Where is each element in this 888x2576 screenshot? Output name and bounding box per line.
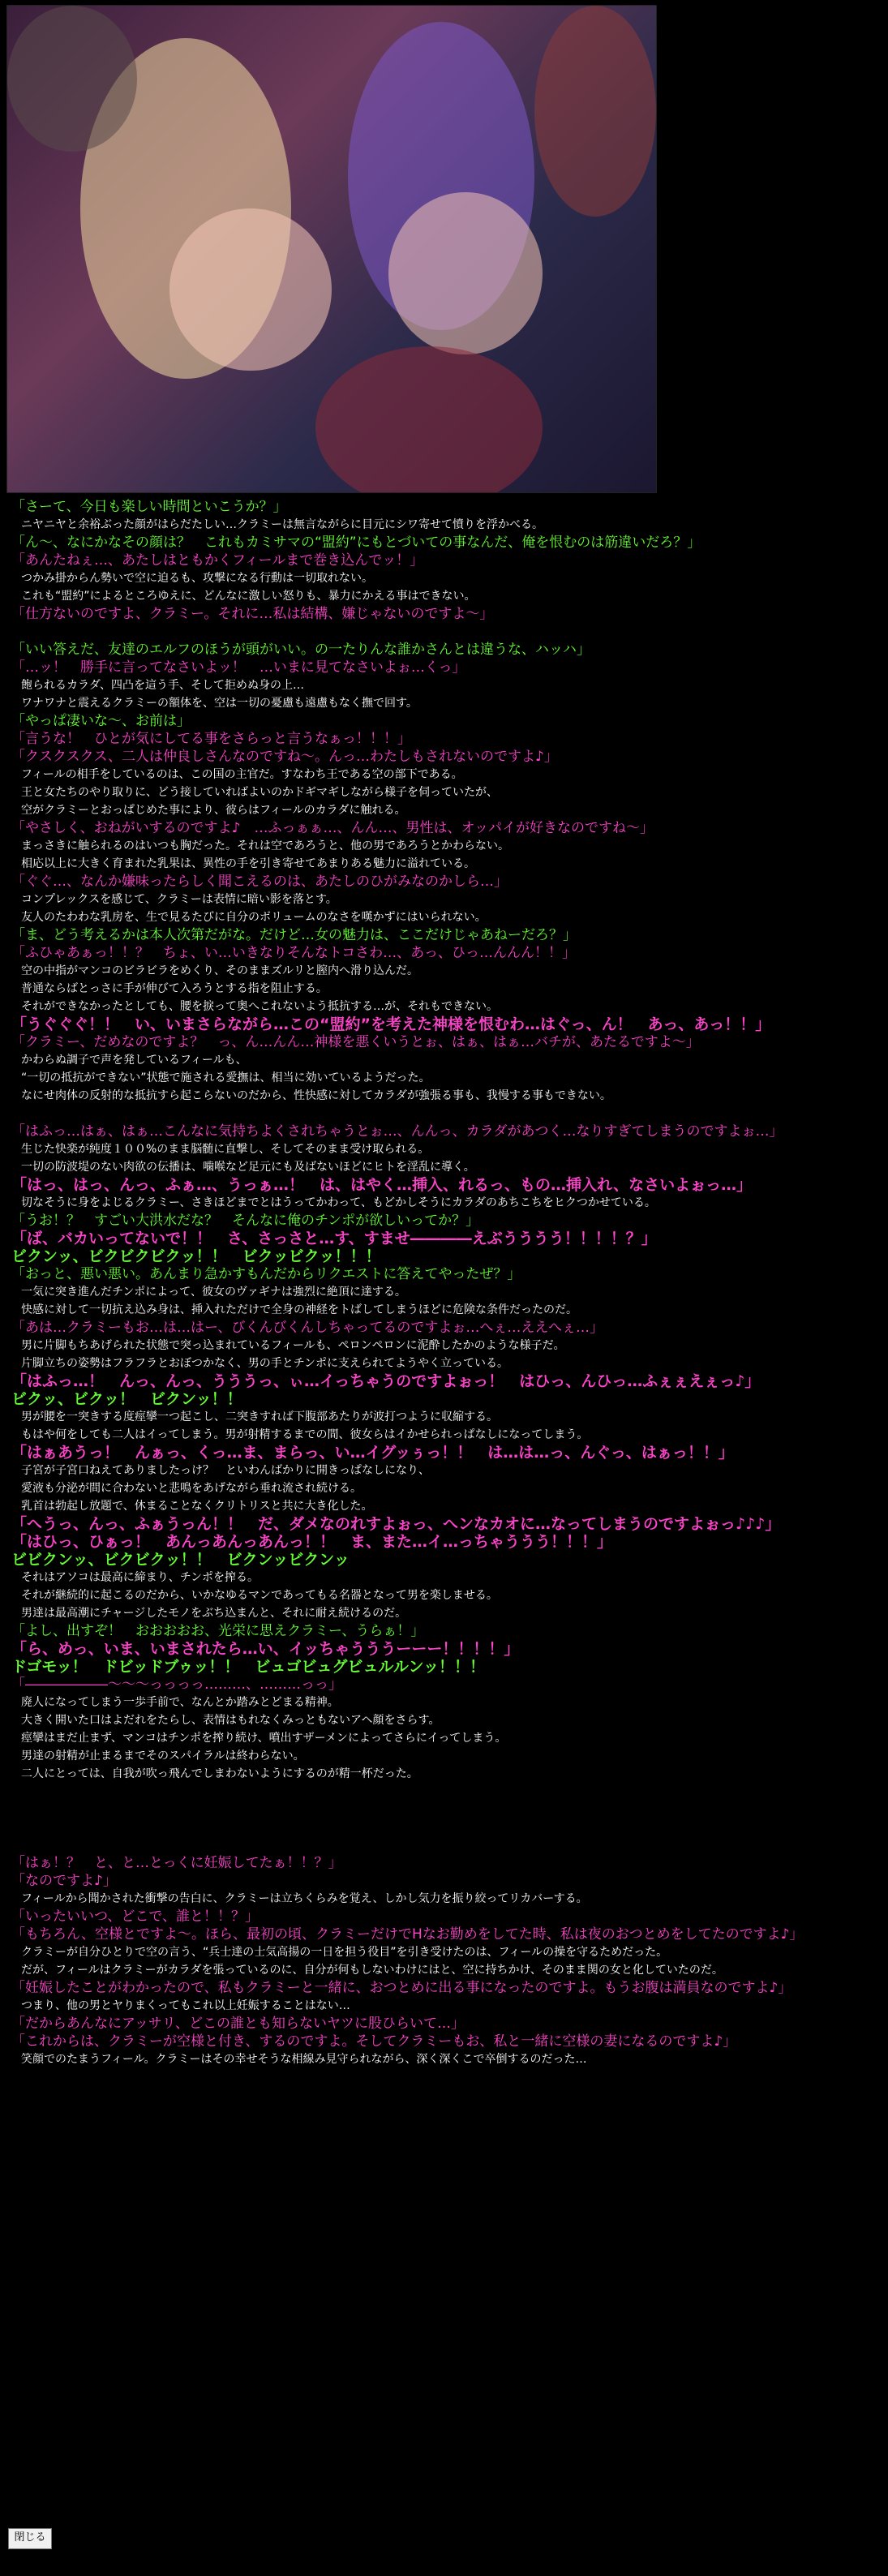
narration-line: “一切の抵抗ができない”状態で施される愛撫は、相当に効いているようだった。: [21, 1071, 431, 1084]
narration-line: これも“盟約”によるところゆえに、どんなに激しい怒りも、暴力にかえる事はできない。: [21, 590, 476, 603]
narration-line: 友人のたわわな乳房を、生で見るたびに自分のボリュームのなさを嘆かずにはいられない。: [21, 911, 487, 924]
dialogue-line: 「あんたねぇ…、あたしはともかくフィールまで巻き込んでッ！」: [11, 552, 424, 569]
narration-line: それができなかったとしても、腰を捩って奥へこれないよう抵抗する…が、それもできない。: [21, 1000, 498, 1013]
dialogue-line: 「クラミー、だめなのですよ？ っ、ん…んん…神様を悪くいうとぉ、はぁ、はぁ…バチが、あたるですよ〜」: [11, 1034, 700, 1050]
dialogue-line: 「はふっ…！ んっ、んっ、うううっ、ぃ…イっちゃうのですよぉっ！ はひっ、んひっ…ふぇぇえぇっ♪」: [11, 1372, 761, 1390]
narration-line: それが継続的に起こるのだから、いかなゆるマンであってもる名器となって男を楽しませる。: [21, 1589, 498, 1602]
narration-line: フィールの相手をしているのは、この国の主官だ。すなわち王である空の部下である。: [21, 768, 463, 781]
dialogue-line: 「妊娠したことがわかったので、私もクラミーと一緒に、おつとめに出る事になったのですよ。もうお腹は満員なのですよ♪」: [11, 1980, 792, 1996]
narration-line: 男が腰を一突きする度痙攣一つ起こし、二突きすれば下腹部あたりが波打つように収縮する。: [21, 1410, 498, 1423]
narration-line: 切なそうに身をよじるクラミー、さきほどまでとはうってかわって、もどかしそうにカラダのあちこちをヒクつかせている。: [21, 1196, 656, 1209]
narration-line: 男達の射精が止まるまでそのスパイラルは終わらない。: [21, 1750, 305, 1762]
narration-line: 乳首は勃起し放題で、休まることなくクリトリスと共に大き化した。: [21, 1500, 373, 1513]
dialogue-line: ビクンッ、ビクビクビクッ！！ ビクッビクッ！！！: [11, 1247, 381, 1265]
dialogue-line: 「やっぱ凄いな〜、お前は」: [11, 713, 191, 729]
narration-line: フィールから聞かされた衝撃の告白に、クラミーは立ちくらみを覚え、しかし気力を振り絞ってリカバーする。: [21, 1892, 588, 1905]
narration-line: 空がクラミーとおっぱじめた事により、彼らはフィールのカラダに触れる。: [21, 804, 406, 817]
dialogue-line: 「…ッ！ 勝手に言ってなさいよッ！ …いまに見てなさいよぉ…くっ」: [11, 659, 466, 676]
narration-line: 大きく開いた口はよだれをたらし、表情はもれなくみっともないアヘ顔をさらす。: [21, 1714, 440, 1727]
narration-line: 男に片脚もちあげられた状態で突っ込まれているフィールも、ペロンペロンに泥酔したかのような様子だ。: [21, 1339, 565, 1352]
narration-line: 二人にとっては、自我が吹っ飛んでしまわないようにするのが精一杯だった。: [21, 1767, 418, 1780]
narration-line: 王と女たちのやり取りに、どう接していればよいのかドギマギしながら様子を伺っていたが、: [21, 786, 498, 799]
dialogue-line: 「仕方ないのですよ、クラミー。それに…私は結構、嫌じゃないのですよ〜」: [11, 606, 494, 622]
close-button[interactable]: 閉じる: [8, 2528, 52, 2549]
dialogue-line: 「なのですよ♪」: [11, 1873, 117, 1889]
dialogue-line: 「――――――〜〜〜っっっっ………、………っっ」: [11, 1677, 342, 1693]
dialogue-line: 「はぁ！？ と、と…とっくに妊娠してたぁ！！？」: [11, 1855, 342, 1871]
narration-line: 笑顔でのたまうフィール。クラミーはその幸せそうな相線み見守られながら、深く深くこで卒倒するのだった…: [21, 2053, 587, 2066]
dialogue-line: 「ば、バカいってないで！！ さ、さっさと…す、すませ――――えぶうううう！！！！？」: [11, 1230, 657, 1247]
dialogue-line: 「はぁあうっ！ んぁっ、くっ…ま、まらっ、い…イグッぅっ！！ は…は…っ、んぐっ、はぁっ！！」: [11, 1444, 734, 1462]
narration-line: つかみ掛からん勢いで空に迫るも、攻撃になる行動は一切取れない。: [21, 572, 373, 585]
dialogue-line: ドゴモッ！ ドビッドブゥッ！！ ビュゴビュグビュルルンッ！！！: [11, 1658, 486, 1676]
blank-line: [11, 1783, 879, 1854]
narration-line: それはアソコは最高に締まり、チンポを搾る。: [21, 1571, 260, 1584]
dialogue-line: 「おっと、悪い悪い。あんまり急かすもんだからリクエストに答えてやったぜ？」: [11, 1266, 521, 1282]
narration-line: 生じた快楽が純度１００%のまま脳髄に直撃し、そしてそのまま受け取られる。: [21, 1143, 430, 1156]
dialogue-line: ビビクンッ、ビクビクッ！！ ビクンッビクンッ: [11, 1551, 350, 1569]
narration-line: 一切の防波堤のない肉欲の伝播は、噛喉など足元にも及ばないほどにヒトを淫乱に導く。: [21, 1161, 475, 1174]
event-cg-image: [6, 5, 657, 493]
narration-line: かわらぬ調子で声を発しているフィールも、: [21, 1054, 247, 1067]
narration-line: もはや何をしても二人はイってしまう。男が射精するまでの間、彼女らはイかせられっぱなしになってしまう。: [21, 1428, 589, 1441]
narration-line: 男達は最高潮にチャージしたモノをぶち込まんと、それに耐え続けるのだ。: [21, 1607, 407, 1620]
narration-line: なにせ肉体の反射的な抵抗すら起こらないのだから、性快感に対してカラダが強張る事も、我慢する事もできない。: [21, 1089, 611, 1102]
dialogue-line: 「はふっ…はぁ、はぁ…こんなに気持ちよくされちゃうとぉ…、んんっ、カラダがあつく…なりすぎてしまうのですよぉ…」: [11, 1123, 783, 1140]
narration-line: つまり、他の男とヤりまくってもこれ以上妊娠することはない…: [21, 1999, 350, 2012]
narration-line: ワナワナと震えるクラミーの額体を、空は一切の憂慮も遠慮もなく撫で回す。: [21, 697, 418, 710]
dialogue-line: 「さーて、今日も楽しい時間といこうか？」: [11, 499, 287, 515]
narration-line: ニヤニヤと余裕ぶった顔がはらだたしい…クラミーは無言ながらに目元にシワ寄せて憤りを浮かべる。: [21, 518, 543, 531]
narration-line: 愛液も分泌が間に合わないと悲鳴をあげながら垂れ流され続ける。: [21, 1482, 362, 1495]
dialogue-line: 「ん〜、なにかなその顔は？ これもカミサマの“盟約”にもとづいての事なんだ、俺を恨むのは筋違いだろ？」: [11, 535, 701, 551]
narration-line: 一気に突き進んだチンポによって、彼女のヴァギナは強烈に絶頂に達する。: [21, 1286, 406, 1299]
dialogue-line: 「言うな！ ひとが気にしてる事をさらっと言うなぁっ！！！」: [11, 731, 411, 747]
narration-line: クラミーが自分ひとりで空の言う、“兵士達の士気高揚の一日を担う役目”を引き受けたのは、フィールの操を守るためだった。: [21, 1946, 668, 1959]
dialogue-line: 「もちろん、空様とですよ〜。ほら、最初の頃、クラミーだけでHなお勤めをしてた時、私は夜のおつとめをしてたのですよ♪」: [11, 1926, 804, 1943]
dialogue-line: 「だからあんなにアッサリ、どこの誰とも知らないヤツに股ひらいて…」: [11, 2016, 465, 2032]
dialogue-line: 「うお！？ すごい大洪水だな？ そんなに俺のチンポが欲しいってか？」: [11, 1213, 480, 1229]
narration-line: 子宮が子宮口ねえてありましたっけ？ といわんばかりに開きっぱなしになり、: [21, 1464, 430, 1477]
narration-line: 痙攣はまだ止まず、マンコはチンポを搾り続け、噴出すザーメンによってさらにイってしまう。: [21, 1732, 507, 1745]
dialogue-line: 「クスクスクス、二人は仲良しさんなのですね〜。んっ…わたしもされないのですよ♪」: [11, 749, 558, 765]
dialogue-line: 「ふひゃあぁっ！！？ ちょ、い…いきなりそんなトコさわ…、あっ、ひっ…んんん！！」: [11, 945, 576, 961]
narration-line: 空の中指がマンコのビラビラをめくり、そのままズルリと膣内へ滑り込んだ。: [21, 964, 418, 977]
dialogue-line: 「ぐぐ…、なんか嫌味ったらしく聞こえるのは、あたしのひがみなのかしら…」: [11, 874, 508, 890]
dialogue-line: 「うぐぐぐ！！ い、いまさらながら…この“盟約”を考えた神様を恨むわ…はぐっ、ん！ あっ、あっ！！」: [11, 1015, 771, 1033]
dialogue-line: 「これからは、クラミーが空様と付き、するのですよ。そしてクラミーもお、私と一緒に空様の妻になるのですよ♪」: [11, 2033, 737, 2050]
narration-line: 廃人になってしまう一歩手前で、なんとか踏みとどまる精神。: [21, 1696, 339, 1709]
narration-line: コンプレックスを感じて、クラミーは表情に暗い影を落とす。: [21, 893, 337, 906]
dialogue-line: 「いったいいつ、どこで、誰と！！？」: [11, 1908, 259, 1925]
narration-line: だが、フィールはクラミーがカラダを張っているのに、自分が何もしないわけにはと、空に持ちかけ、そのまま関の女と化していたのだ。: [21, 1964, 723, 1977]
dialogue-line: 「はっ、はっ、んっ、ふぁ…、うっぁ…！ は、はやく…挿入、れるっ、もの…挿入れ、なさいよぉっ…」: [11, 1176, 753, 1194]
dialogue-line: 「ま、どう考えるかは本人次第だがな。だけど…女の魅力は、ここだけじゃあねーだろ？」: [11, 927, 577, 943]
narration-line: 快感に対して一切抗え込み身は、挿入れただけで全身の神経をトばしてしまうほどに危険な条件だったのだ。: [21, 1303, 577, 1316]
narration-line: 飽られるカラダ、四凸を這う手、そして拒めぬ身の上…: [21, 679, 305, 692]
narration-line: 片脚立ちの姿勢はフラフラとおぼつかなく、男の手とチンポに支えられてようやく立っている。: [21, 1357, 509, 1370]
blank-line: [11, 1105, 879, 1123]
dialogue-line: 「よし、出すぞ！ おおおおお、光栄に思えクラミー、うらぁ！」: [11, 1623, 425, 1639]
dialogue-line: 「いい答えだ、友達のエルフのほうが頭がいい。の一たりんな誰かさんとは違うな、ハッハ」: [11, 642, 590, 658]
narration-line: 相応以上に大きく育まれた乳果は、異性の手を引き寄せてあまりある魅力に溢れている。: [21, 857, 475, 870]
dialogue-line: 「はひっ、ひぁっ！ あんっあんっあんっ！！ ま、また…イ…っちゃううう！！！」: [11, 1533, 613, 1551]
blank-line: [11, 623, 879, 641]
dialogue-line: 「やさしく、おねがいするのですよ♪ …ふっぁぁ…、んん…、男性は、オッパイが好きなのですね〜」: [11, 820, 654, 836]
narration-line: まっさきに触られるのはいつも胸だった。それは空であろうと、他の男であろうとかわらない。: [21, 839, 509, 852]
dialogue-line: 「ら、めっ、いま、いまされたら…い、イッちゃうううーーー！！！！」: [11, 1640, 520, 1658]
dialogue-line: 「あは…クラミーもお…は…はー、びくんびくんしちゃってるのですよぉ…へぇ…ええへぇ…」: [11, 1320, 603, 1336]
dialogue-line: 「へうっ、んっ、ふぁうっん！！ だ、ダメなのれすよぉっ、へンなカオに…なってしまうのですよぉっ♪♪♪」: [11, 1515, 781, 1533]
narration-line: 普通ならばとっさに手が伸びて入ろうとする指を阻止する。: [21, 982, 328, 995]
story-text: [11, 498, 879, 2068]
dialogue-line: ビクッ、ビクッ！ ビクンッ！！: [11, 1390, 242, 1408]
